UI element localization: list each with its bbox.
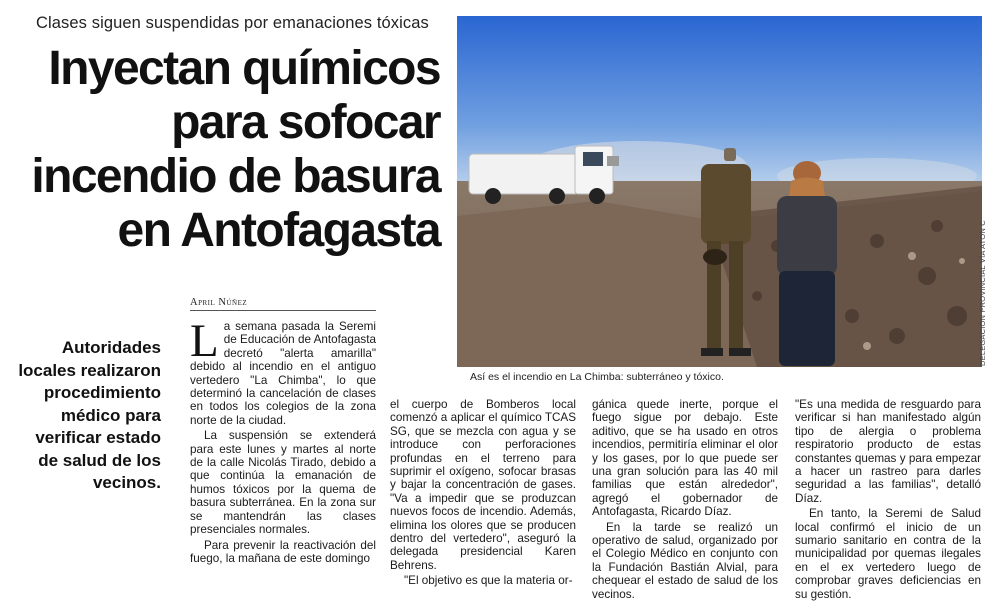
article-photo [457, 16, 982, 367]
article-headline [14, 42, 440, 258]
byline: April Núñez [190, 297, 376, 311]
body-paragraph: La suspensión se extenderá para este lunes y martes al norte de la calle Nicolás Tirado, debido a que continúa la emanación de humos tóxicos por la quema de basura subterránea. En la zona sur se mantendrán las clases presenciales normales. [190, 429, 376, 537]
body-paragraph: el cuerpo de Bomberos local comenzó a aplicar el químico TCAS SG, que se mezcla con agua y se introduce con perforaciones profundas en el terreno para suprimir el oxígeno, sofocar brasas y bajar la concentración de gases. "Va a impedir que se produzcan nuevos focos de incendio. Además, elimina los olores que se producen dentro del vertedero", aseguró la delegada presidencial Karen Behrens. [390, 398, 576, 572]
body-paragraph: "Es una medida de resguardo para verificar si han manifestado algún tipo de alergia o problema respiratorio producto de estas constantes quemas y para empezar a hacer un rastreo para darles seguridad a las familias", detalló Díaz. [795, 398, 981, 505]
headline-line: incendio de basura [31, 150, 440, 203]
headline-line: Inyectan químicos [48, 42, 440, 95]
drop-cap: L [190, 315, 219, 367]
body-column-1 [190, 315, 376, 565]
body-paragraph: gánica quede inerte, porque el fuego sigue por debajo. Este aditivo, que se ha usado en otros incendios, permitiría eliminar el olor y los gases, por lo que puede ser una gran solución para las 40 mil familias que están alrededor", agregó el gobernador de Antofagasta, Ricardo Díaz. [592, 398, 778, 519]
body-column-3 [592, 398, 778, 601]
body-paragraph: "El objetivo es que la materia or- [404, 574, 573, 588]
photo-caption: Así es el incendio en La Chimba: subterráneo y tóxico. [470, 371, 724, 383]
standfirst: Autoridades locales realizaron procedimiento médico para verificar estado de salud de los vecinos. [18, 338, 161, 492]
photo-credit: DELEGACIÓN PROVINCIAL VÍA ATON C [978, 220, 987, 366]
headline-line: en Antofagasta [117, 204, 440, 257]
article-kicker: Clases siguen suspendidas por emanaciones tóxicas [36, 14, 429, 32]
headline-line: para sofocar [171, 96, 440, 149]
body-paragraph: Para prevenir la reactivación del fuego, la mañana de este domingo [190, 538, 376, 565]
body-column-4 [795, 398, 981, 601]
body-paragraph: La semana pasada la Seremi de Educación de Antofagasta decretó "alerta amarilla" debido al incendio en el antiguo vertedero "La Chimba", lo que determinó la cancelación de clases en todos los colegios de la zona norte de la ciudad. [190, 315, 376, 427]
body-paragraph: En tanto, la Seremi de Salud local confirmó el inicio de un sumario sanitario en contra de la municipalidad por quemas ilegales en el ex vertedero luego de comprobar graves deficiencias en su gestión. [795, 507, 981, 601]
body-paragraph: En la tarde se realizó un operativo de salud, organizado por el Colegio Médico en conjunto con la Fundación Bastián Alvial, para chequear el estado de salud de los vecinos. [592, 520, 778, 601]
body-column-2 [390, 398, 576, 588]
